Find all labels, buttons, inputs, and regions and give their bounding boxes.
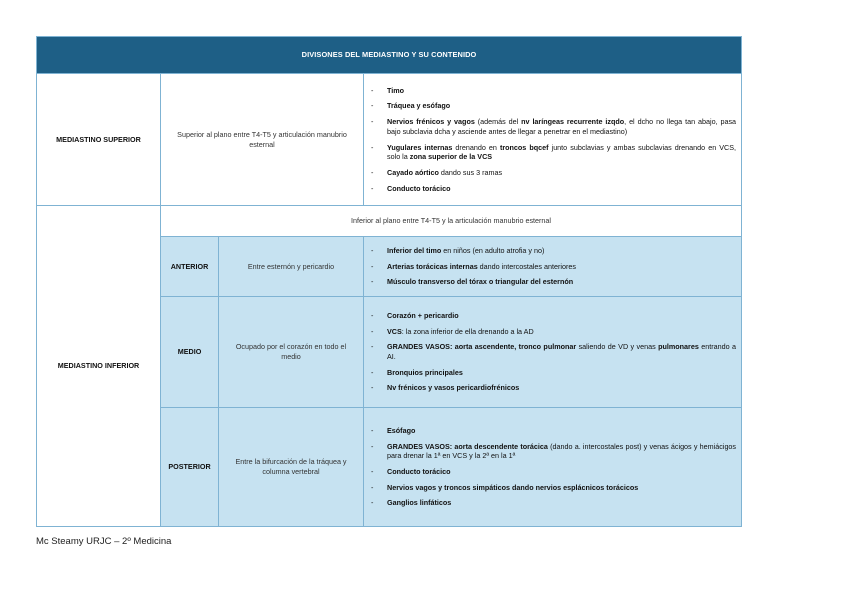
content-item: - Ganglios linfáticos	[365, 495, 736, 511]
mediastinum-table	[36, 36, 742, 527]
medio-contents	[364, 297, 742, 408]
content-item: - Nervios vagos y troncos simpáticos dando nervios esplácnicos torácicos	[365, 480, 736, 496]
content-item: - Arterias torácicas internas dando intercostales anteriores	[365, 259, 736, 275]
posterior-desc: Entre la bifurcación de la tráquea y columna vertebral	[219, 408, 364, 527]
content-item: - Conducto torácico	[365, 464, 736, 480]
table-title: DIVISONES DEL MEDIASTINO Y SU CONTENIDO	[37, 37, 742, 74]
superior-contents	[364, 74, 742, 206]
footer-credit: Mc Steamy URJC – 2º Medicina	[36, 536, 172, 547]
content-item: - Nv frénicos y vasos pericardiofrénicos	[365, 380, 736, 396]
content-item: - Tráquea y esófago	[365, 98, 736, 114]
content-item: - Yugulares internas drenando en troncos bqcef junto subclavias y ambas subclavias drenando en VCS, solo la zona superior de la VCS	[365, 140, 736, 165]
content-item: - Cayado aórtico dando sus 3 ramas	[365, 165, 736, 181]
content-item: - Esófago	[365, 423, 736, 439]
superior-desc: Superior al plano entre T4-T5 y articulación manubrio esternal	[161, 74, 364, 206]
medio-name: MEDIO	[161, 297, 219, 408]
content-item: - Inferior del timo en niños (en adulto atrofia y no)	[365, 243, 736, 259]
anterior-desc: Entre esternón y pericardio	[219, 237, 364, 297]
inferior-name: MEDIASTINO INFERIOR	[37, 206, 161, 527]
content-item: - Corazón + pericardio	[365, 308, 736, 324]
anterior-contents	[364, 237, 742, 297]
medio-desc: Ocupado por el corazón en todo el medio	[219, 297, 364, 408]
posterior-name: POSTERIOR	[161, 408, 219, 527]
content-item: - GRANDES VASOS: aorta ascendente, tronco pulmonar saliendo de VD y venas pulmonares entrando a AI.	[365, 339, 736, 364]
posterior-contents	[364, 408, 742, 527]
content-item: - Bronquios principales	[365, 365, 736, 381]
content-item: - Timo	[365, 83, 736, 99]
superior-name: MEDIASTINO SUPERIOR	[37, 74, 161, 206]
content-item: - VCS: la zona inferior de ella drenando a la AD	[365, 324, 736, 340]
anterior-name: ANTERIOR	[161, 237, 219, 297]
content-item: - Conducto torácico	[365, 181, 736, 197]
content-item: - Músculo transverso del tórax o triangular del esternón	[365, 274, 736, 290]
content-item: - GRANDES VASOS: aorta descendente torácica (dando a. intercostales post) y venas ácigos y hemiácigos para drenar la 1ª en VCS y la 2ª en la 1ª	[365, 439, 736, 464]
content-item: - Nervios frénicos y vagos (además del nv laríngeas recurrente izqdo, el dcho no llega tan abajo, pasa bajo subclavia dcha y asciende antes de llegar a penetrar en el mediastino)	[365, 114, 736, 139]
inferior-desc: Inferior al plano entre T4-T5 y la articulación manubrio esternal	[161, 206, 742, 237]
